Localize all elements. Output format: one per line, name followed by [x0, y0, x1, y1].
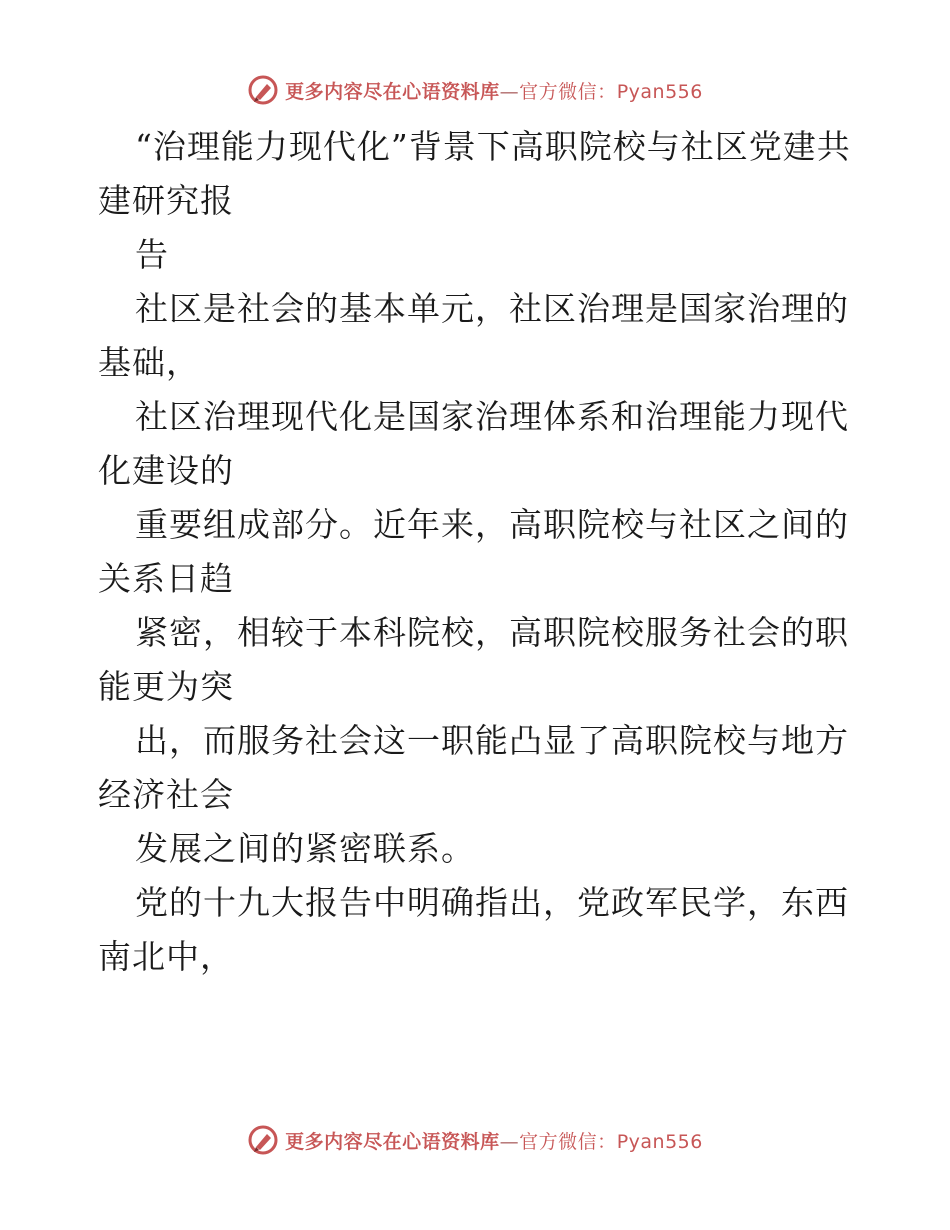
header-wechat-label: 官方微信： [519, 80, 617, 103]
paragraph: 社区治理现代化是国家治理体系和治理能力现代化建设的 [98, 397, 849, 490]
document-title [98, 120, 858, 228]
title-line-1: “治理能力现代化”背景下高职院校与社区党建共建研究报 [98, 127, 851, 220]
document-title-continued [98, 228, 858, 282]
footer-banner [0, 1118, 950, 1162]
header-wechat-id: Pyan556 [616, 80, 703, 103]
paragraph: 重要组成部分。近年来，高职院校与社区之间的关系日趋 [98, 505, 849, 598]
footer-text [285, 1127, 703, 1154]
header-slogan: 更多内容尽在心语资料库 [285, 80, 500, 103]
header-text [285, 77, 703, 104]
footer-slogan: 更多内容尽在心语资料库 [285, 1130, 500, 1153]
paragraph: 出，而服务社会这一职能凸显了高职院校与地方经济社会 [98, 721, 849, 814]
paragraph: 党的十九大报告中明确指出，党政军民学，东西南北中， [98, 883, 849, 976]
header-separator: — [499, 80, 520, 103]
title-line-2: 告 [135, 235, 169, 274]
pen-logo-icon [247, 1124, 279, 1156]
footer-separator: — [499, 1130, 520, 1153]
footer-wechat-id: Pyan556 [616, 1130, 703, 1153]
header-banner [0, 68, 950, 112]
paragraph: 社区是社会的基本单元，社区治理是国家治理的基础， [98, 289, 849, 382]
pen-logo-icon [247, 74, 279, 106]
paragraph: 发展之间的紧密联系。 [135, 829, 475, 868]
document-body [98, 120, 858, 984]
footer-wechat-label: 官方微信： [519, 1130, 617, 1153]
paragraph: 紧密，相较于本科院校，高职院校服务社会的职能更为突 [98, 613, 849, 706]
